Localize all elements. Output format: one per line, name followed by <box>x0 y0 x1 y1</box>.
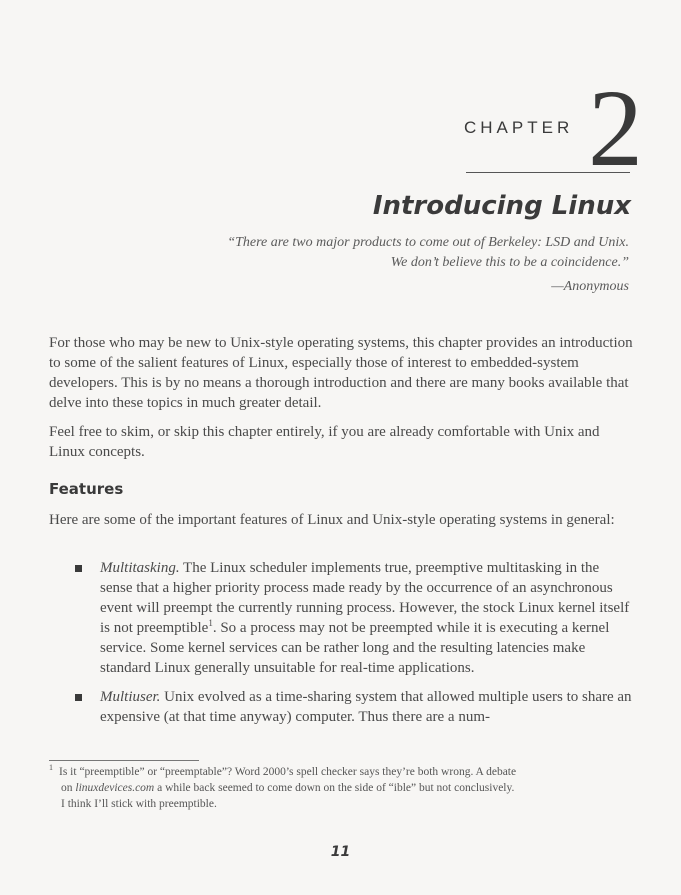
paragraph-intro: For those who may be new to Unix-style operating systems, this chapter provides an introduction to some of the salient features of Linux, especially those of interest to embedded-system developers. This is by no means a thorough introduction and there are many books available that delve into these topics in much greater detail. <box>49 335 633 411</box>
square-bullet-icon <box>75 565 82 572</box>
bullet-text: The Linux scheduler implements true, preemptive multitasking in the sense that a higher priority process made ready by the occurrence of an asynchronous event will preempt the currently running process. However, the stock Linux kernel itself is not preemptible <box>100 560 630 636</box>
paragraph-features-intro: Here are some of the important features of Linux and Unix-style operating systems in general: <box>49 512 615 528</box>
footnote-text-2b: a while back seemed to come down on the side of “ible” but not conclusively. <box>154 782 515 794</box>
bullet-text-continued: . So a process may not be preempted while it is executing a kernel service. Some kernel services can be rather long and the resulting latencies make standard Linux generally unsuitable for real-time applications. <box>100 620 610 676</box>
footnote-text-1: Is it “preemptible” or “preemptable”? Word 2000’s spell checker says they’re both wrong. A debate <box>59 766 517 778</box>
bullet-text: Unix evolved as a time-sharing system that allowed multiple users to share an expensive (at that time anyway) computer. Thus there are a num- <box>100 689 632 725</box>
footnote-line-3: I think I’ll stick with preemptible. <box>61 798 217 810</box>
chapter-title: Introducing Linux <box>372 191 631 221</box>
list-item <box>49 558 633 678</box>
section-heading-features: Features <box>49 480 124 498</box>
epigraph <box>109 233 629 297</box>
paragraph-skim: Feel free to skim, or skip this chapter entirely, if you are already comfortable with Unix and Linux concepts. <box>49 424 600 460</box>
chapter-number: 2 <box>588 67 643 189</box>
footnote <box>49 764 633 812</box>
chapter-label: CHAPTER <box>464 118 574 137</box>
footnote-reference[interactable]: 1 <box>208 618 213 628</box>
footnote-line-1 <box>49 764 633 780</box>
epigraph-line-1: “There are two major products to come out of Berkeley: LSD and Unix. <box>227 235 629 250</box>
list-item <box>49 687 633 727</box>
bullet-term: Multiuser. <box>100 689 161 705</box>
epigraph-attribution: —Anonymous <box>551 279 629 294</box>
footnote-text-2a: on <box>61 782 76 794</box>
epigraph-line-2: We don’t believe this to be a coincidence.” <box>390 255 629 270</box>
chapter-rule <box>466 172 630 173</box>
bullet-term: Multitasking. <box>100 560 180 576</box>
footnote-line-2 <box>49 780 633 796</box>
square-bullet-icon <box>75 694 82 701</box>
footnote-rule <box>49 760 199 761</box>
features-list <box>49 558 633 736</box>
footnote-link-text: linuxdevices.com <box>75 782 155 794</box>
footnote-mark: 1 <box>49 763 53 773</box>
page-number: 11 <box>330 844 351 860</box>
